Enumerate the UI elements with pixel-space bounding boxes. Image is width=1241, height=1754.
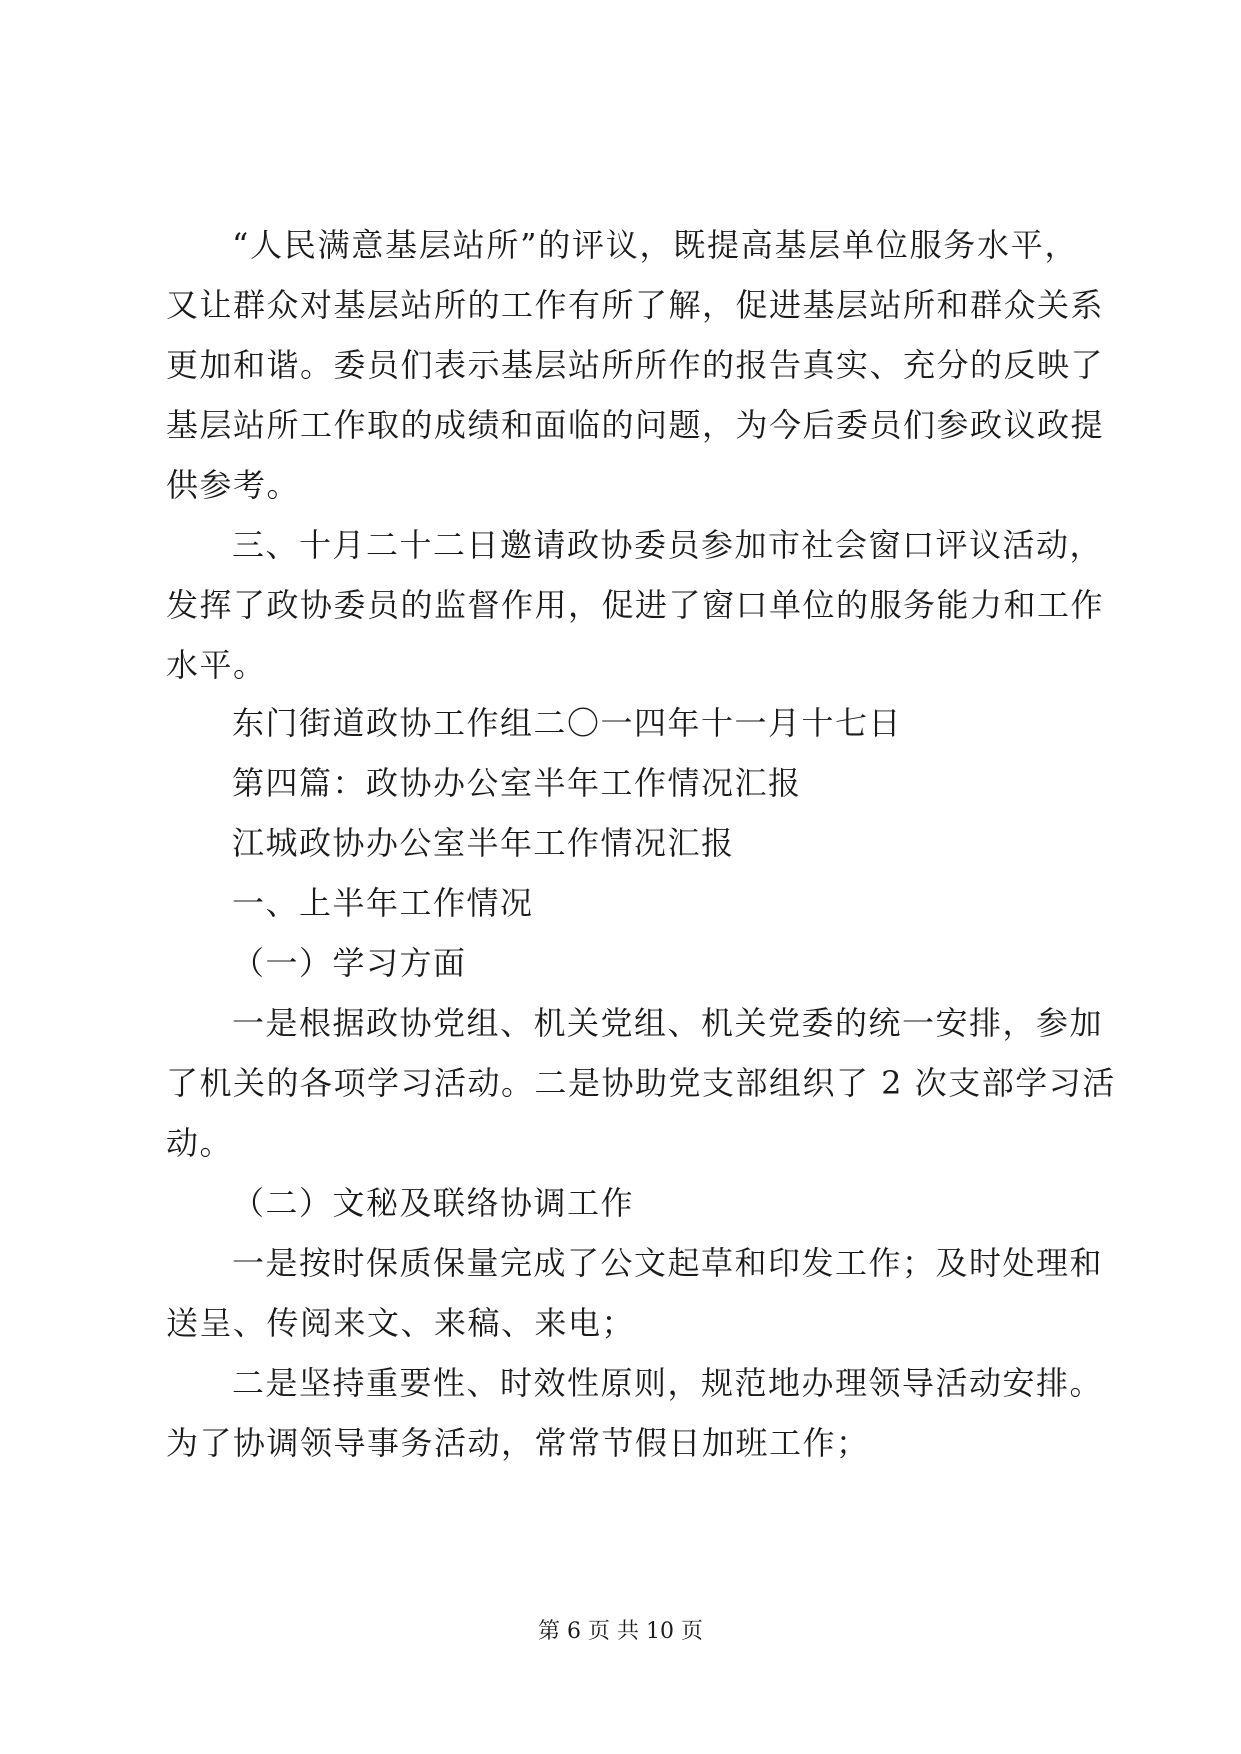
paragraph-line: 更加和谐。委员们表示基层站所所作的报告真实、充分的反映了 — [166, 346, 1105, 384]
paragraph-line: 水平。 — [166, 646, 267, 684]
signature-date-line: 东门街道政协工作组二〇一四年十一月十七日 — [232, 704, 903, 742]
page-number-footer: 第 6 页 共 10 页 — [538, 1619, 703, 1644]
paragraph-line: 一是按时保质保量完成了公文起草和印发工作；及时处理和 — [232, 1244, 1104, 1282]
paragraph-line: 二是坚持重要性、时效性原则，规范地办理领导活动安排。 — [232, 1364, 1104, 1402]
paragraph-line: 送呈、传阅来文、来稿、来电； — [166, 1304, 636, 1342]
paragraph-line: 三、十月二十二日邀请政协委员参加市社会窗口评议活动， — [232, 526, 1104, 564]
paragraph-line: 发挥了政协委员的监督作用，促进了窗口单位的服务能力和工作 — [166, 586, 1105, 624]
paragraph-line: 基层站所工作取的成绩和面临的问题，为今后委员们参政议政提 — [166, 406, 1105, 444]
paragraph-line: “人民满意基层站所”的评议，既提高基层单位服务水平， — [232, 226, 1078, 264]
section-heading: 一、上半年工作情况 — [232, 884, 534, 922]
section-heading: 第四篇：政协办公室半年工作情况汇报 — [232, 764, 802, 802]
document-title: 江城政协办公室半年工作情况汇报 — [232, 824, 735, 862]
paragraph-line: 又让群众对基层站所的工作有所了解，促进基层站所和群众关系 — [166, 286, 1105, 324]
paragraph-line: 一是根据政协党组、机关党组、机关党委的统一安排，参加 — [232, 1004, 1104, 1042]
subsection-heading: （二）文秘及联络协调工作 — [232, 1184, 635, 1222]
paragraph-line: 了机关的各项学习活动。二是协助党支部组织了 2 次支部学习活 — [166, 1064, 1116, 1102]
subsection-heading: （一）学习方面 — [232, 944, 467, 982]
paragraph-line: 供参考。 — [166, 466, 301, 504]
paragraph-line: 为了协调领导事务活动，常常节假日加班工作； — [166, 1424, 870, 1462]
paragraph-line: 动。 — [166, 1124, 234, 1162]
